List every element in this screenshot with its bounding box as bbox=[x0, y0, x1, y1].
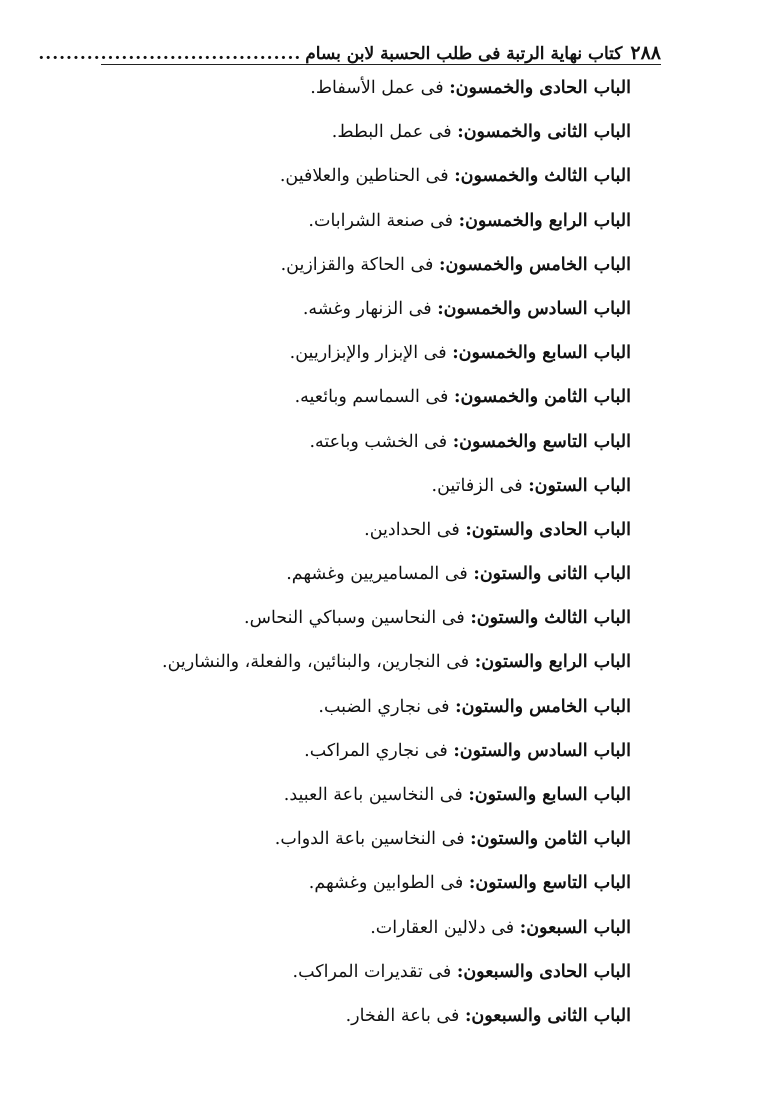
chapter-label: الباب السابع والخمسون: bbox=[452, 343, 631, 364]
chapter-list bbox=[31, 66, 631, 1038]
chapter-title: فى المساميريين وغشهم. bbox=[286, 564, 468, 585]
chapter-entry bbox=[31, 906, 631, 950]
chapter-label: الباب الرابع والخمسون: bbox=[458, 210, 631, 231]
chapter-label: الباب الثانى والستون: bbox=[473, 564, 631, 585]
chapter-title: فى النجارين، والبنائين، والفعلة، والنشارين. bbox=[162, 652, 470, 673]
chapter-label: الباب الحادى والسبعون: bbox=[456, 961, 631, 982]
chapter-title: فى باعة الفخار. bbox=[345, 1005, 460, 1026]
chapter-entry bbox=[31, 552, 631, 596]
chapter-entry bbox=[31, 154, 631, 198]
chapter-title: فى النخاسين باعة الدواب. bbox=[274, 829, 465, 850]
page-header bbox=[38, 30, 661, 65]
chapter-label: الباب السبعون: bbox=[519, 917, 631, 938]
chapter-title: فى الخشب وباعته. bbox=[309, 431, 448, 452]
leader-dots: ...................................... bbox=[38, 44, 302, 64]
chapter-label: الباب التاسع والستون: bbox=[468, 873, 631, 894]
chapter-label: الباب الثامن والستون: bbox=[470, 829, 631, 850]
chapter-label: الباب السابع والستون: bbox=[468, 785, 631, 805]
chapter-title: فى السماسم وبائعيه. bbox=[294, 387, 449, 408]
chapter-label: الباب الثانى والخمسون: bbox=[457, 122, 631, 143]
chapter-label: الباب التاسع والخمسون: bbox=[452, 431, 631, 452]
chapter-title: فى الحاكة والقزازين. bbox=[280, 254, 434, 275]
chapter-label: الباب الثامن والخمسون: bbox=[454, 387, 631, 408]
chapter-title: فى النخاسين باعة العبيد. bbox=[283, 785, 463, 805]
chapter-title: فى النحاسين وسباكي النحاس. bbox=[244, 608, 465, 629]
chapter-title: فى صنعة الشرابات. bbox=[308, 210, 454, 231]
chapter-title: فى نجاري الضبب. bbox=[318, 696, 450, 717]
chapter-title: فى الحدادين. bbox=[364, 519, 460, 540]
chapter-entry bbox=[31, 66, 631, 110]
chapter-label: الباب الثانى والسبعون: bbox=[464, 1005, 631, 1026]
page-number: ٢٨٨ bbox=[630, 42, 661, 64]
chapter-label: الباب الحادى والستون: bbox=[465, 519, 631, 540]
chapter-title: فى دلالين العقارات. bbox=[370, 917, 515, 938]
chapter-title: فى تقديرات المراكب. bbox=[292, 961, 452, 982]
chapter-label: الباب الثالث والخمسون: bbox=[454, 166, 631, 187]
chapter-title: فى الحناطين والعلافين. bbox=[279, 166, 449, 187]
chapter-entry bbox=[31, 861, 631, 905]
chapter-label: الباب السادس والستون: bbox=[453, 740, 631, 761]
chapter-label: الباب الخامس والخمسون: bbox=[439, 254, 631, 275]
chapter-entry bbox=[31, 110, 631, 154]
chapter-entry bbox=[31, 420, 631, 464]
chapter-entry bbox=[31, 464, 631, 508]
chapter-title: فى نجاري المراكب. bbox=[304, 740, 448, 761]
chapter-title: فى الطوابين وغشهم. bbox=[308, 873, 464, 894]
chapter-entry bbox=[31, 508, 631, 552]
chapter-entry bbox=[31, 596, 631, 640]
chapter-label: الباب الخامس والستون: bbox=[455, 696, 631, 717]
chapter-label: الباب السادس والخمسون: bbox=[437, 298, 631, 319]
chapter-title: فى عمل الأسفاط. bbox=[310, 78, 444, 98]
chapter-entry bbox=[31, 243, 631, 287]
chapter-label: الباب الرابع والستون: bbox=[474, 652, 631, 673]
chapter-entry bbox=[31, 640, 631, 684]
chapter-entry bbox=[31, 773, 631, 817]
chapter-entry bbox=[31, 287, 631, 331]
chapter-title: فى الإبزار والإبزاريين. bbox=[289, 343, 447, 364]
chapter-entry bbox=[31, 375, 631, 419]
chapter-title: فى الزفاتين. bbox=[431, 475, 523, 496]
chapter-title: فى الزنهار وغشه. bbox=[302, 298, 432, 319]
chapter-label: الباب الستون: bbox=[528, 475, 631, 496]
chapter-entry bbox=[31, 685, 631, 729]
chapter-entry bbox=[31, 817, 631, 861]
chapter-label: الباب الحادى والخمسون: bbox=[449, 78, 631, 98]
chapter-entry bbox=[31, 994, 631, 1038]
chapter-entry bbox=[31, 199, 631, 243]
chapter-label: الباب الثالث والستون: bbox=[470, 608, 631, 629]
chapter-entry bbox=[31, 331, 631, 375]
chapter-entry bbox=[31, 950, 631, 994]
chapter-entry bbox=[31, 729, 631, 773]
chapter-title: فى عمل البطط. bbox=[331, 122, 452, 143]
running-title: كتاب نهاية الرتبة فى طلب الحسبة لابن بسام bbox=[305, 44, 623, 64]
